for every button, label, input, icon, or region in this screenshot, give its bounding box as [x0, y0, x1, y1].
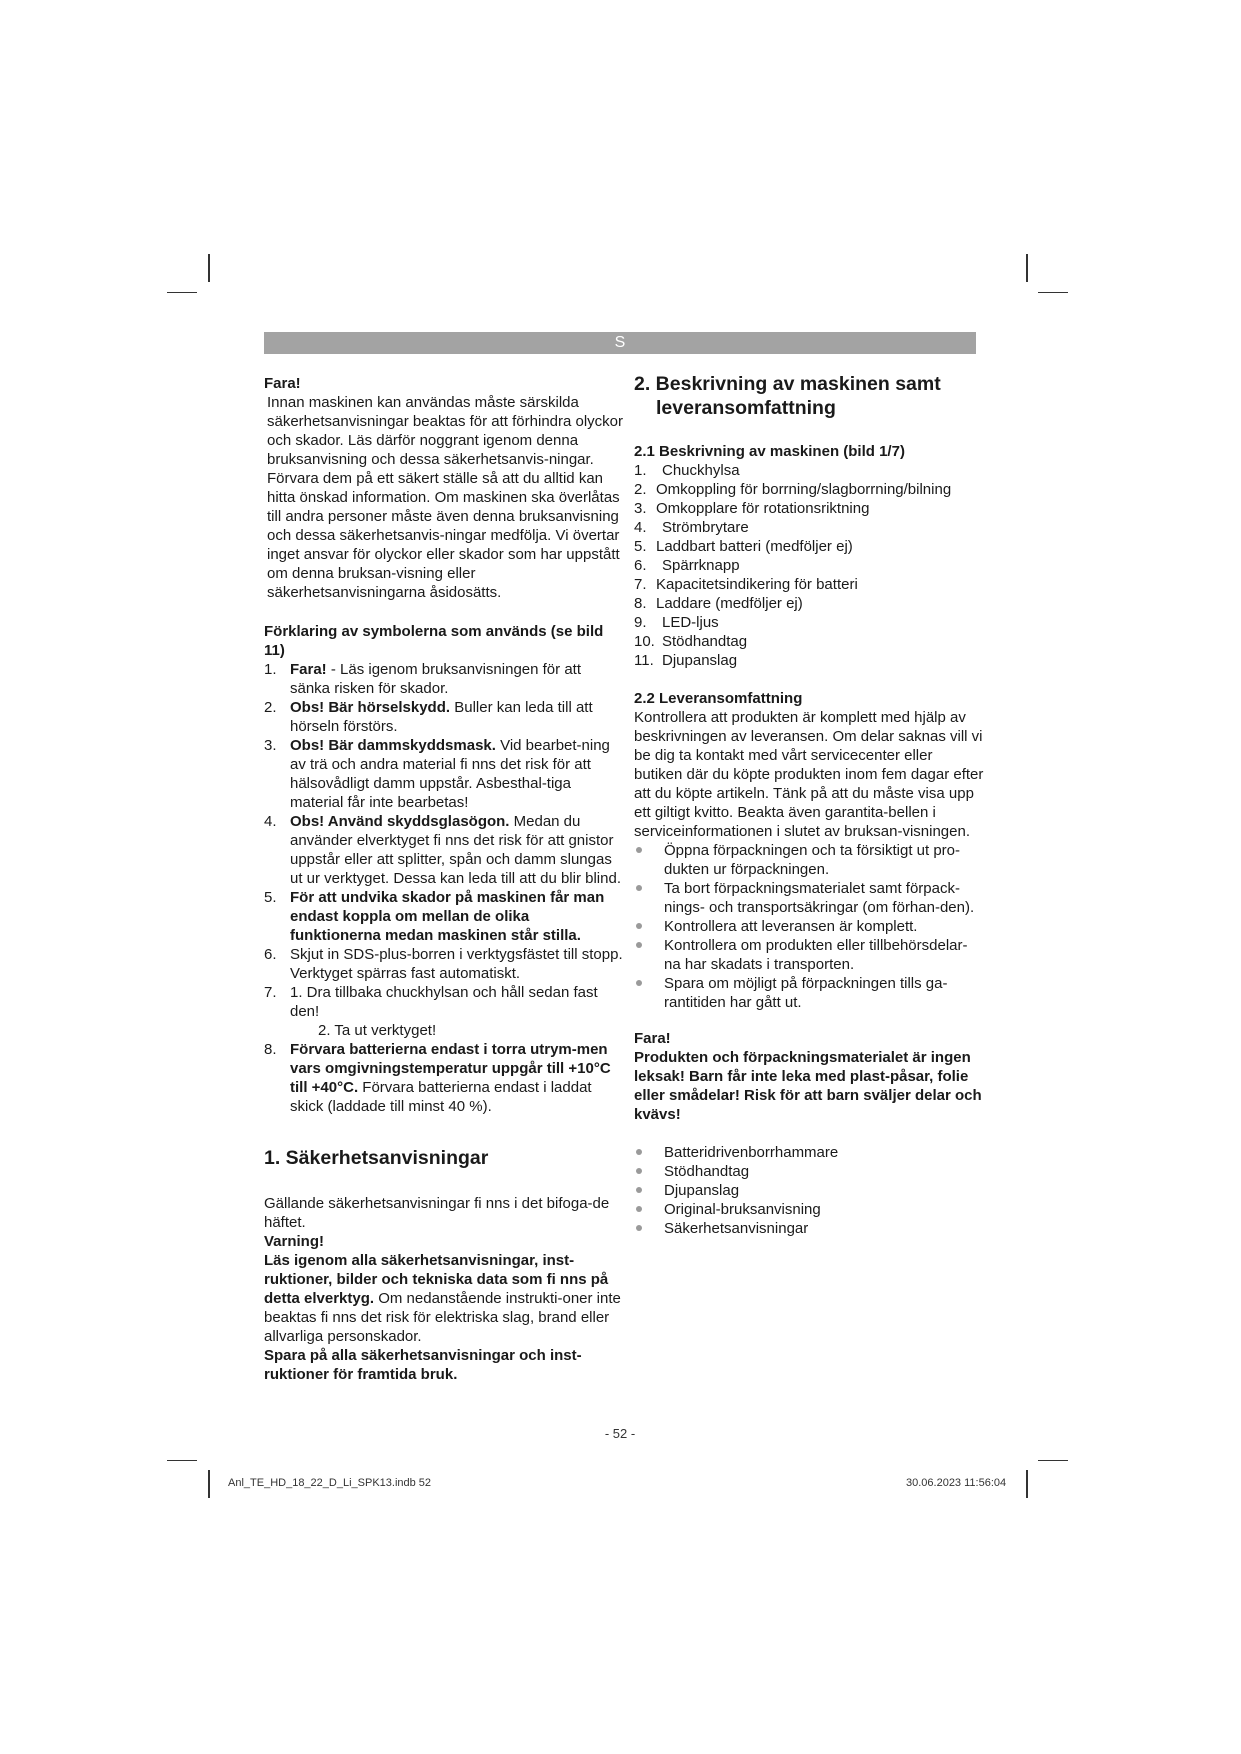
unpack-step-text: Kontrollera att leveransen är komplett. — [664, 918, 918, 935]
left-column — [264, 374, 624, 1384]
footer-timestamp: 30.06.2023 11:56:04 — [906, 1477, 1007, 1489]
crop-mark-top-right-v — [1026, 254, 1028, 282]
crop-mark-bottom-right-v — [1026, 1470, 1028, 1498]
part-item — [634, 556, 984, 575]
part-number: 5. — [634, 538, 647, 555]
part-item — [634, 480, 984, 499]
crop-mark-top-left-h — [167, 292, 197, 293]
part-label: Omkoppling för borrning/slagborrning/bilning — [656, 481, 952, 498]
unpack-step-text: Spara om möjligt på förpackningen tills ga-rantitiden har gått ut. — [664, 975, 948, 1011]
symbol-text: - Läs igenom bruksanvisningen för att sänka risken för skador. — [290, 661, 581, 697]
symbol-item — [264, 945, 624, 983]
part-number: 8. — [634, 595, 647, 612]
part-label: Kapacitetsindikering för batteri — [656, 576, 858, 593]
symbol-number: 5. — [264, 889, 277, 906]
bullet-icon — [636, 1168, 642, 1174]
symbol-text: Skjut in SDS-plus-borren i verktygsfästet till stopp. Verktyget spärras fast automatiskt. — [290, 946, 623, 982]
part-label: Strömbrytare — [662, 519, 749, 536]
sub21-heading: 2.1 Beskrivning av maskinen (bild 1/7) — [634, 443, 905, 460]
part-number: 9. — [634, 614, 647, 631]
part-label: Chuckhylsa — [662, 462, 740, 479]
symbol-text: Medan du använder elverktyget fi nns det risk för att gnistor uppstår eller att splitter, spån och damm slungas ut ur verktyget. Dessa kan leda till att du blir blind. — [290, 813, 621, 887]
bullet-icon — [636, 1225, 642, 1231]
contents-item-text: Stödhandtag — [664, 1163, 750, 1180]
unpack-step-text: Ta bort förpackningsmaterialet samt förpack-nings- och transportsäkringar (om förhan-den). — [664, 880, 975, 916]
part-number: 6. — [634, 557, 647, 574]
symbol-item — [264, 660, 624, 698]
bullet-icon — [636, 1187, 642, 1193]
part-number: 3. — [634, 500, 647, 517]
symbol-text: 1. Dra tillbaka chuckhylsan och håll sedan fast den! — [290, 984, 598, 1020]
part-item — [634, 613, 984, 632]
part-label: Stödhandtag — [662, 633, 748, 650]
warning-text: Om nedanstående instrukti-oner inte beaktas fi nns det risk för elektriska slag, brand eller allvarliga personskador. — [264, 1290, 621, 1345]
crop-mark-bottom-left-v — [208, 1470, 210, 1498]
warning-paragraph — [264, 1251, 624, 1346]
danger2-text: Produkten och förpackningsmaterialet är ingen leksak! Barn får inte leka med plast-påsar, folie eller smådelar! Risk för att barn sväljer delar och kvävs! — [634, 1049, 982, 1123]
unpack-step-text: Öppna förpackningen och ta försiktigt ut pro-dukten ur förpackningen. — [664, 842, 961, 878]
section2-title: 2. Beskrivning av maskinen samt leveransomfattning — [634, 373, 941, 419]
symbol-number: 1. — [264, 661, 277, 678]
symbol-item — [264, 983, 624, 1040]
contents-item-text: Original-bruksanvisning — [664, 1201, 821, 1218]
bullet-icon — [636, 885, 642, 891]
symbol-bold: Obs! Använd skyddsglasögon. — [290, 813, 510, 830]
part-item — [634, 499, 984, 518]
symbol-item — [264, 1040, 624, 1116]
danger2-heading: Fara! — [634, 1030, 671, 1047]
parts-list — [634, 461, 984, 670]
page-number: - 52 - — [604, 1426, 636, 1441]
warning-heading: Varning! — [264, 1233, 325, 1250]
symbol-number: 2. — [264, 699, 277, 716]
part-item — [634, 575, 984, 594]
part-item — [634, 461, 984, 480]
contents-item — [634, 1200, 984, 1219]
part-number: 2. — [634, 481, 647, 498]
footer-file: Anl_TE_HD_18_22_D_Li_SPK13.indb 52 — [228, 1477, 432, 1489]
part-number: 11. — [634, 652, 654, 669]
bullet-icon — [636, 923, 642, 929]
unpack-step — [634, 936, 984, 974]
part-number: 4. — [634, 519, 647, 536]
contents-item-text: Säkerhetsanvisningar — [664, 1220, 809, 1237]
symbol-number: 3. — [264, 737, 277, 754]
symbol-item — [264, 812, 624, 888]
part-item — [634, 651, 984, 670]
part-item — [634, 594, 984, 613]
bullet-icon — [636, 1149, 642, 1155]
unpack-steps — [634, 841, 984, 1012]
bullet-icon — [636, 980, 642, 986]
bullet-icon — [636, 1206, 642, 1212]
contents-item — [634, 1219, 984, 1238]
part-label: LED-ljus — [662, 614, 719, 631]
unpack-step-text: Kontrollera om produkten eller tillbehörsdelar-na har skadats i transporten. — [664, 937, 968, 973]
symbol-text: Förvara batterierna endast i laddat skick (laddade till minst 40 %). — [290, 1079, 592, 1115]
sub22-heading: 2.2 Leveransomfattning — [634, 690, 803, 707]
symbol-item — [264, 888, 624, 945]
danger-text: Innan maskinen kan användas måste särskilda säkerhetsanvisningar beaktas för att förhindra olyckor och skador. Läs därför noggrant igenom denna bruksanvisning och dessa säkerhetsanvis-ningar. Förvara dem på ett säkert ställe så att du alltid kan hitta önskad information. Om maskinen ska överlåtas till andra personer måste även denna bruksanvisning och dessa säkerhetsanvis-ningar medfölja. Vi övertar inget ansvar för olyckor eller skador som har uppstått om denna bruksan-visning eller säkerhetsanvisningarna åsidosätts. — [267, 394, 624, 601]
symbol-bold: Förvara batterierna endast i torra utrym-men vars omgivningstemperatur uppgår till +10°C till +40°C. — [290, 1041, 611, 1096]
contents-item — [634, 1162, 984, 1181]
part-label: Laddbart batteri (medföljer ej) — [656, 538, 853, 555]
danger-heading: Fara! — [264, 375, 301, 392]
symbol-number: 4. — [264, 813, 277, 830]
sub22-text: Kontrollera att produkten är komplett med hjälp av beskrivningen av leveransen. Om delar saknas vill vi be dig ta kontakt med vårt servicecenter eller butiken där du köpte produkten inom fem dagar efter att du köpte artikeln. Tänk på att du måste visa upp ett giltigt kvitto. Beakta även garantita-bellen i serviceinformationen i slutet av bruksan-visningen. — [634, 709, 984, 840]
contents-list — [634, 1143, 984, 1238]
part-label: Laddare (medföljer ej) — [656, 595, 803, 612]
contents-item — [634, 1143, 984, 1162]
symbol-substep: 2. Ta ut verktyget! — [318, 1022, 437, 1039]
symbol-bold: Fara! — [290, 661, 327, 678]
language-header-bar — [264, 332, 976, 354]
section1-intro: Gällande säkerhetsanvisningar fi nns i det bifoga-de häftet. — [264, 1195, 610, 1231]
contents-item-text: Djupanslag — [664, 1182, 740, 1199]
right-column — [634, 372, 984, 1238]
part-number: 7. — [634, 576, 647, 593]
crop-mark-top-left-v — [208, 254, 210, 282]
contents-item-text: Batteridrivenborrhammare — [664, 1144, 839, 1161]
part-label: Spärrknapp — [662, 557, 740, 574]
crop-mark-bottom-left-h — [167, 1460, 197, 1461]
unpack-step — [634, 879, 984, 917]
part-item — [634, 632, 984, 651]
crop-mark-bottom-right-h — [1038, 1460, 1068, 1461]
language-label: S — [614, 334, 626, 351]
part-item — [634, 518, 984, 537]
symbol-bold: För att undvika skador på maskinen får man endast koppla om mellan de olika funktionerna medan maskinen står stilla. — [290, 889, 605, 944]
warning-save: Spara på alla säkerhetsanvisningar och inst-ruktioner för framtida bruk. — [264, 1347, 582, 1383]
symbol-text: Vid bearbet-ning av trä och andra material fi nns det risk för att hälsovådligt damm uppstår. Asbesthal-tiga material får inte bearbetas! — [290, 737, 610, 811]
part-number: 1. — [634, 462, 647, 479]
symbol-text: Buller kan leda till att hörseln förstörs. — [290, 699, 593, 735]
symbol-number: 8. — [264, 1041, 277, 1058]
symbols-list — [264, 660, 624, 1116]
bullet-icon — [636, 847, 642, 853]
unpack-step — [634, 841, 984, 879]
unpack-step — [634, 974, 984, 1012]
symbol-item — [264, 698, 624, 736]
contents-item — [634, 1181, 984, 1200]
part-number: 10. — [634, 633, 655, 650]
warning-bold: Läs igenom alla säkerhetsanvisningar, inst-ruktioner, bilder och tekniska data som fi nns på detta elverktyg. — [264, 1252, 609, 1307]
symbol-bold: Obs! Bär hörselskydd. — [290, 699, 451, 716]
symbol-number: 7. — [264, 984, 277, 1001]
symbol-number: 6. — [264, 946, 277, 963]
symbol-bold: Obs! Bär dammskyddsmask. — [290, 737, 496, 754]
bullet-icon — [636, 942, 642, 948]
symbol-item — [264, 736, 624, 812]
crop-mark-top-right-h — [1038, 292, 1068, 293]
part-item — [634, 537, 984, 556]
unpack-step — [634, 917, 984, 936]
symbols-heading: Förklaring av symbolerna som används (se bild 11) — [264, 623, 604, 659]
section1-title: 1. Säkerhetsanvisningar — [264, 1147, 489, 1169]
part-label: Djupanslag — [662, 652, 738, 669]
part-label: Omkopplare för rotationsriktning — [656, 500, 870, 517]
